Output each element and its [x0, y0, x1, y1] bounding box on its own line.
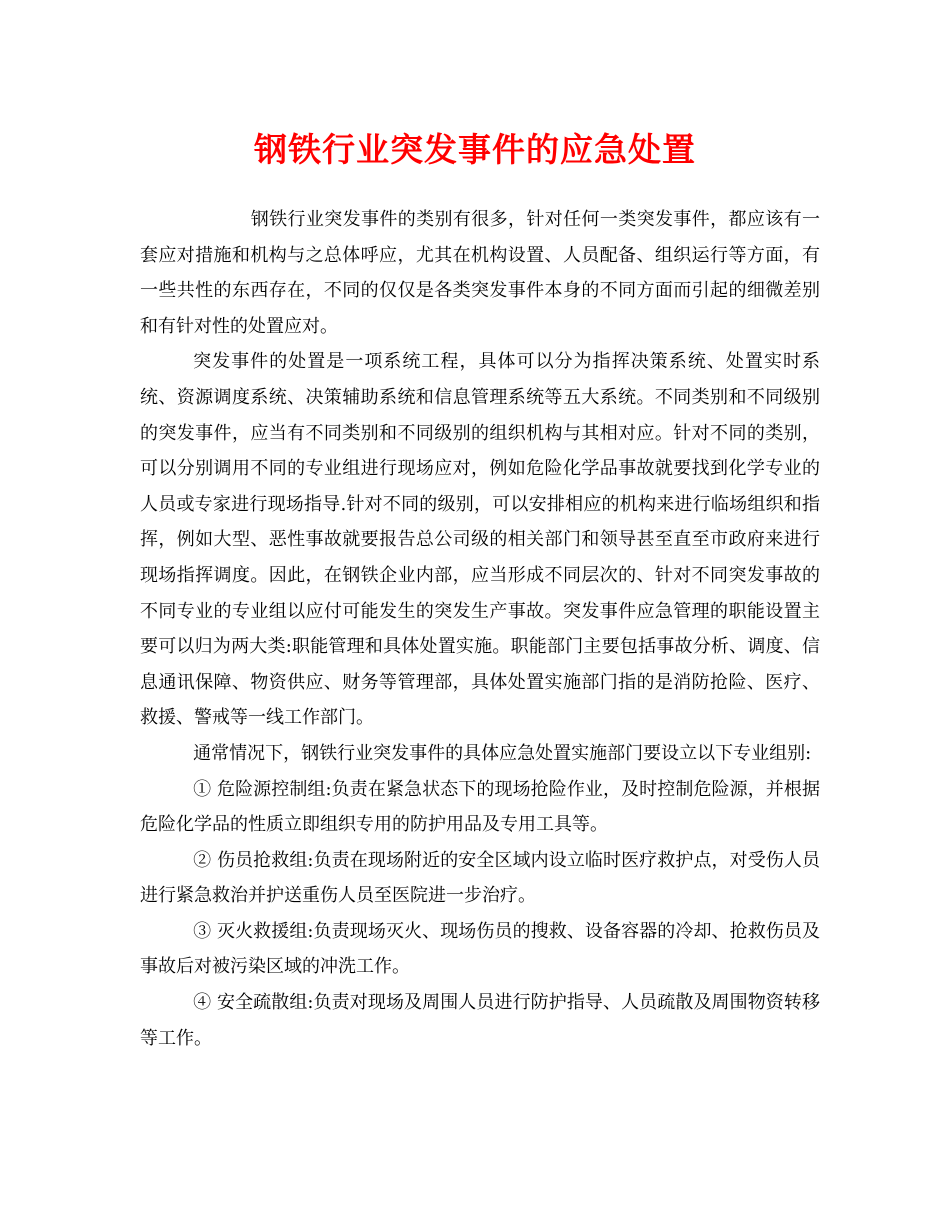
- paragraph-group-hazard-control: ① 危险源控制组:负责在紧急状态下的现场抢险作业，及时控制危险源，并根据危险化学品的性质立即组织专用的防护用品及专用工具等。: [140, 778, 820, 836]
- document-body: [140, 202, 820, 1056]
- paragraph-groups-intro: 通常情况下，钢铁行业突发事件的具体应急处置实施部门要设立以下专业组别:: [193, 742, 812, 764]
- document-title: 钢铁行业突发事件的应急处置: [254, 130, 696, 169]
- paragraph-intro: 钢铁行业突发事件的类别有很多，针对任何一类突发事件，都应该有一套应对措施和机构与之总体呼应，尤其在机构设置、人员配备、组织运行等方面，有一些共性的东西存在，不同的仅仅是各类突发事件本身的不同方面而引起的细微差别和有针对性的处置应对。: [140, 209, 820, 337]
- paragraph-system: 突发事件的处置是一项系统工程，具体可以分为指挥决策系统、处置实时系统、资源调度系统、决策辅助系统和信息管理系统等五大系统。不同类别和不同级别的突发事件，应当有不同类别和不同级别的组织机构与其相对应。针对不同的类别，可以分别调用不同的专业组进行现场应对，例如危险化学品事故就要找到化学专业的人员或专家进行现场指导.针对不同的级别，可以安排相应的机构来进行临场组织和指挥，例如大型、恶性事故就要报告总公司级的相关部门和领导甚至直至市政府来进行现场指挥调度。因此，在钢铁企业内部，应当形成不同层次的、针对不同突发事故的不同专业的专业组以应付可能发生的突发生产事故。突发事件应急管理的职能设置主要可以归为两大类:职能管理和具体处置实施。职能部门主要包括事故分析、调度、信息通讯保障、物资供应、财务等管理部，具体处置实施部门指的是消防抢险、医疗、救援、警戒等一线工作部门。: [140, 351, 820, 729]
- paragraph-group-evacuation: ④ 安全疏散组:负责对现场及周围人员进行防护指导、人员疏散及周围物资转移等工作。: [140, 992, 820, 1049]
- paragraph-group-firefighting: ③ 灭火救援组:负责现场灭火、现场伤员的搜救、设备容器的冷却、抢救伤员及事故后对被污染区域的冲洗工作。: [140, 920, 820, 978]
- paragraph-group-rescue: ② 伤员抢救组:负责在现场附近的安全区域内设立临时医疗救护点，对受伤人员进行紧急救治并护送重伤人员至医院进一步治疗。: [140, 849, 820, 907]
